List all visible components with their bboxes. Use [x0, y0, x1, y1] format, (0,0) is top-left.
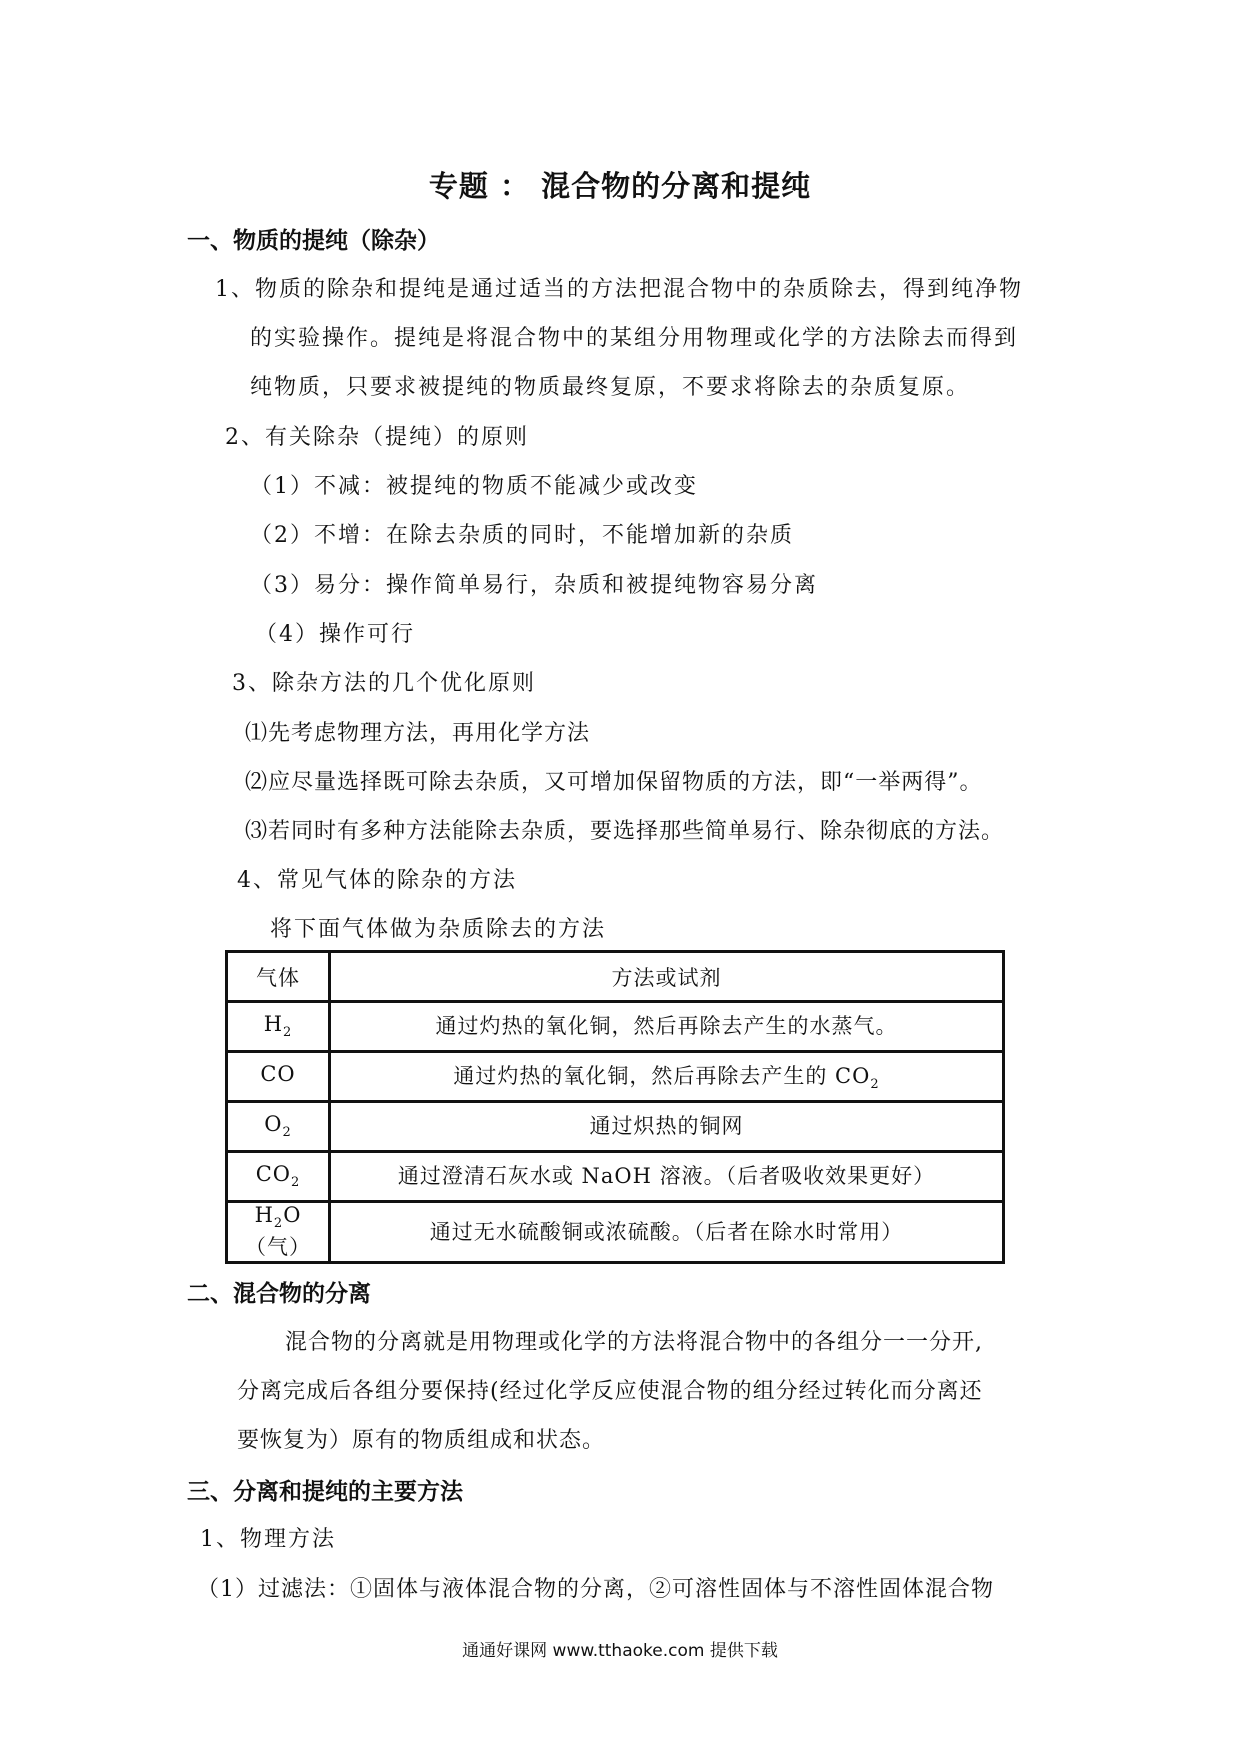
page-title: 专题 ： 混合物的分离和提纯	[428, 169, 812, 203]
paragraph-line: （1）过滤法：①固体与液体混合物的分离，②可溶性固体与不溶性固体混合物	[197, 1577, 994, 1602]
table-row	[227, 1152, 1004, 1202]
table-row	[227, 1052, 1004, 1102]
subheading: 3、除杂方法的几个优化原则	[232, 671, 536, 696]
subheading: 4、常见气体的除杂的方法	[237, 868, 517, 893]
method-cell: 通过灼热的氧化铜，然后再除去产生的水蒸气。	[330, 1002, 1004, 1052]
table-row	[227, 1002, 1004, 1052]
gas-cell: $H_2O$（气）	[227, 1202, 330, 1263]
gas-impurity-table	[225, 950, 1005, 1264]
principle-item: （2）不增：在除去杂质的同时，不能增加新的杂质	[250, 523, 794, 548]
table-row	[227, 1102, 1004, 1152]
section3-heading: 三、分离和提纯的主要方法	[187, 1479, 463, 1505]
subheading: 1、物理方法	[200, 1527, 336, 1552]
table-row	[227, 1202, 1004, 1263]
section2-heading: 二、混合物的分离	[187, 1281, 371, 1307]
column-header: 方法或试剂	[330, 952, 1004, 1002]
subheading: 2、有关除杂（提纯）的原则	[225, 425, 529, 450]
table-header-row	[227, 952, 1004, 1002]
gas-cell: $CO_2$	[227, 1152, 330, 1202]
paragraph-line: 混合物的分离就是用物理或化学的方法将混合物中的各组分一一分开,	[285, 1330, 983, 1355]
optimization-item: ⑵应尽量选择既可除去杂质，又可增加保留物质的方法，即“一举两得”。	[245, 770, 983, 795]
optimization-item: ⑶若同时有多种方法能除去杂质，要选择那些简单易行、除杂彻底的方法。	[245, 819, 1005, 844]
method-cell: 通过澄清石灰水或 NaOH 溶液。（后者吸收效果更好）	[330, 1152, 1004, 1202]
table-caption: 将下面气体做为杂质除去的方法	[270, 917, 607, 942]
optimization-item: ⑴先考虑物理方法，再用化学方法	[245, 721, 591, 746]
page-footer: 通通好课网 www.tthaoke.com 提供下载	[462, 1641, 778, 1661]
column-header: 气体	[227, 952, 330, 1002]
gas-cell: $O_2$	[227, 1102, 330, 1152]
method-cell: 通过灼热的氧化铜，然后再除去产生的 $CO_2$	[330, 1052, 1004, 1102]
section1-heading: 一、物质的提纯（除杂）	[187, 228, 440, 254]
paragraph-line: 纯物质，只要求被提纯的物质最终复原，不要求将除去的杂质复原。	[250, 375, 971, 400]
paragraph-line: 的实验操作。提纯是将混合物中的某组分用物理或化学的方法除去而得到	[250, 326, 1019, 351]
principle-item: （3）易分：操作简单易行，杂质和被提纯物容易分离	[250, 573, 818, 598]
gas-cell: $H_2$	[227, 1002, 330, 1052]
paragraph-line: 1、物质的除杂和提纯是通过适当的方法把混合物中的杂质除去，得到纯净物	[215, 277, 1023, 302]
principle-item: （4）操作可行	[255, 622, 415, 647]
paragraph-line: 要恢复为）原有的物质组成和状态。	[237, 1428, 606, 1453]
paragraph-line: 分离完成后各组分要保持(经过化学反应使混合物的组分经过转化而分离还	[237, 1379, 983, 1404]
gas-cell: CO	[227, 1052, 330, 1102]
principle-item: （1）不减：被提纯的物质不能减少或改变	[250, 474, 698, 499]
method-cell: 通过无水硫酸铜或浓硫酸。（后者在除水时常用）	[330, 1202, 1004, 1263]
method-cell: 通过炽热的铜网	[330, 1102, 1004, 1152]
